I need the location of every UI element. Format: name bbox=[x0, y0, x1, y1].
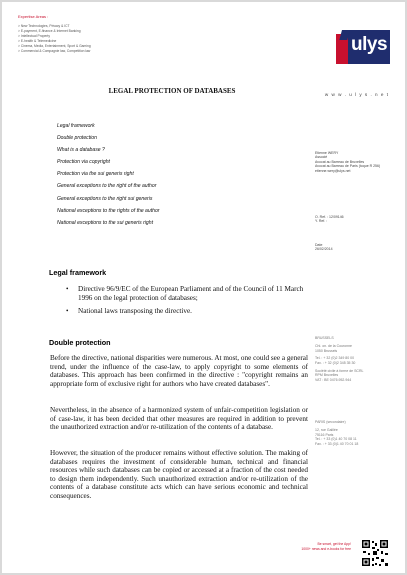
app-promo[interactable] bbox=[301, 542, 351, 551]
paragraph: However, the situation of the producer remains without effective solution. The making of databases requires the investment of considerable human, technical and financial resources while such databases can be copied or accessed at a fraction of the cost needed to design them independently. Such unauthorized extraction and/or re-utilization of the contents of a database constitute acts which can have serious economic and technical consequences. bbox=[50, 449, 308, 500]
expertise-item: > New Technologies, Privacy & ICT bbox=[18, 24, 70, 28]
reference-block bbox=[315, 215, 344, 224]
office-fax: Fax. : + 33 (0)1 40 70 01 18 bbox=[315, 441, 359, 446]
list-item-text: Directive 96/9/EC of the European Parliament and of the Council of 11 March 1996 on the legal protection of databases; bbox=[78, 285, 304, 302]
app-promo-line: 1000+ news and e-books for free bbox=[301, 546, 351, 551]
toc-item[interactable]: General exceptions to the right sui generis bbox=[57, 195, 153, 202]
paragraph: Before the directive, national disparities were numerous. At most, one could see a general trend, under the influence of the case-law, to apply copyright to some elements of databases. This approach has been confirmed in the directive : "copyright remains an appropriate form of exclusive right for authors who have created databases". bbox=[50, 354, 308, 388]
toc-item[interactable]: Protection via the sui generis right bbox=[57, 171, 134, 178]
list-item bbox=[66, 307, 316, 316]
qr-code-icon[interactable] bbox=[361, 539, 389, 567]
ulys-logo bbox=[336, 30, 390, 64]
date-block bbox=[315, 243, 333, 252]
expertise-item: > Commercial & Compagnie law, Competition law bbox=[18, 49, 91, 53]
contact-bar-2: Avocat au Barreau de Paris (toque R 256) bbox=[315, 164, 381, 169]
toc-item[interactable]: Protection via copyright bbox=[57, 159, 110, 166]
company-info: RPM Bruxelles bbox=[315, 373, 339, 378]
toc-item[interactable]: Legal framework bbox=[57, 123, 95, 129]
date-label: Date bbox=[315, 243, 323, 247]
expertise-item: > E-payment, E-finance & Internet Banking bbox=[18, 29, 81, 33]
contact-name: Etienne WERY bbox=[315, 151, 339, 155]
your-reference: Y. Ref. : bbox=[315, 219, 328, 224]
toc-item[interactable]: National exceptions to the rights of the author bbox=[57, 207, 160, 214]
expertise-areas bbox=[18, 14, 91, 54]
toc-item[interactable]: General exceptions to the right of the author bbox=[57, 183, 157, 190]
legal-framework-list bbox=[66, 285, 316, 321]
office-address: 12, rue Galilée bbox=[315, 428, 338, 433]
company-vat: VAT : BE 0476.952.944 bbox=[315, 377, 352, 382]
office-tel: Tel. : + 32 (0)2 349 80 00 bbox=[315, 356, 355, 361]
expertise-item: > Cinema, Media, Entertainment, Sport & Gaming bbox=[18, 44, 91, 48]
list-item bbox=[66, 285, 316, 302]
section-heading-legal-framework: Legal framework bbox=[49, 268, 107, 277]
office-tel: Tel. : + 33 (0)1 40 70 08 11 bbox=[315, 437, 357, 442]
office-address: 75116 Paris bbox=[315, 432, 334, 437]
toc-item[interactable]: National exceptions to the sui generis right bbox=[57, 219, 153, 226]
bullet-icon: • bbox=[66, 285, 69, 293]
contact-role: Associé bbox=[315, 155, 328, 160]
toc-item[interactable]: What is a database ? bbox=[57, 147, 105, 154]
office-fax: Fax. : + 32 (0)2 345 35 30 bbox=[315, 360, 356, 365]
paragraph: Nevertheless, in the absence of a harmonized system of unfair-competition legislation or of case-law, it has been decided that other measures are required in addition to prevent the unauthorized extraction and/or re-utilization of the contents of a database. bbox=[50, 406, 308, 432]
section-heading-double-protection: Double protection bbox=[49, 338, 111, 347]
office-city: BRUSSELS bbox=[315, 336, 334, 340]
list-item-text: National laws transposing the directive. bbox=[78, 307, 192, 316]
website-url[interactable]: w w w . u l y s . n e t bbox=[324, 92, 389, 97]
table-of-contents bbox=[57, 120, 160, 229]
document-page bbox=[2, 2, 405, 573]
contact-email[interactable]: etienne.wery@ulys.net bbox=[315, 168, 351, 173]
contact-bar-1: Avocat au Barreau de Bruxelles bbox=[315, 159, 365, 164]
page-title: LEGAL PROTECTION OF DATABASES bbox=[108, 87, 236, 95]
office-address: Chl. on. de la Couronne bbox=[315, 344, 352, 349]
date-value: 26/02/2014 bbox=[315, 247, 333, 252]
expertise-title: Expertise Areas : bbox=[18, 14, 49, 19]
office-address: 1050 Brussels bbox=[315, 348, 338, 353]
contact-block bbox=[315, 151, 380, 173]
logo-text: ulys bbox=[351, 34, 388, 55]
company-info: Société civile à forme de SCRL bbox=[315, 369, 364, 374]
bullet-icon: • bbox=[66, 307, 69, 316]
office-brussels bbox=[315, 336, 363, 382]
expertise-item: > E-health & Telemedicine bbox=[18, 39, 57, 43]
app-promo-line: Be smart, get the App! bbox=[317, 542, 351, 546]
our-reference: O. Ref. : 12/09146 bbox=[315, 215, 344, 219]
office-paris bbox=[315, 420, 358, 446]
toc-item[interactable]: Double protection bbox=[57, 135, 97, 142]
expertise-item: > Intellectual Property bbox=[18, 34, 50, 38]
office-city: PARIS (secondaire) bbox=[315, 420, 346, 424]
